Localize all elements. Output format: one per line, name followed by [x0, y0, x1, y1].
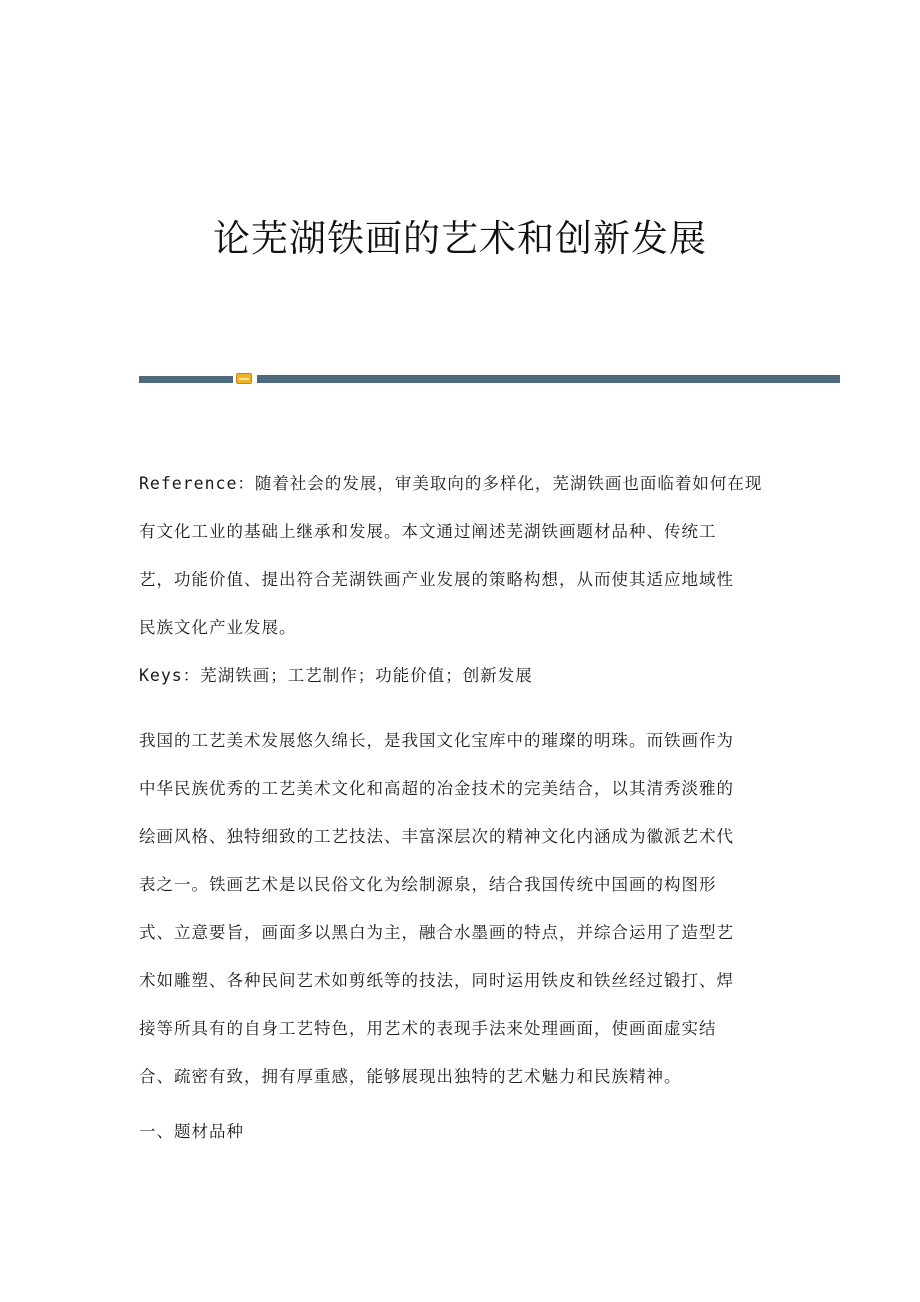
divider-emblem-icon: [236, 373, 252, 384]
divider-bar-left: [139, 376, 233, 383]
divider-bar-right: [257, 375, 840, 383]
abstract-line: Reference：随着社会的发展，审美取向的多样化，芜湖铁画也面临着如何在现: [139, 474, 763, 493]
intro-line: 合、疏密有致，拥有厚重感，能够展现出独特的艺术魅力和民族精神。: [139, 1067, 682, 1086]
abstract-line: 艺，功能价值、提出符合芜湖铁画产业发展的策略构想，从而使其适应地域性: [139, 570, 734, 589]
intro-line: 绘画风格、独特细致的工艺技法、丰富深层次的精神文化内涵成为徽派艺术代: [139, 827, 734, 846]
title-divider: [139, 372, 840, 386]
section-heading-text: 一、题材品种: [139, 1122, 244, 1141]
section-heading: [139, 1120, 789, 1168]
keywords-paragraph: [139, 664, 789, 712]
intro-line: 中华民族优秀的工艺美术文化和高超的冶金技术的完美结合，以其清秀淡雅的: [139, 779, 734, 798]
intro-line: 表之一。铁画艺术是以民俗文化为绘制源泉，结合我国传统中国画的构图形: [139, 875, 717, 894]
intro-paragraph: [139, 729, 789, 1113]
document-title: 论芜湖铁画的艺术和创新发展: [213, 217, 707, 260]
intro-line: 我国的工艺美术发展悠久绵长，是我国文化宝库中的璀璨的明珠。而铁画作为: [139, 731, 734, 750]
abstract-line: 民族文化产业发展。: [139, 618, 297, 637]
intro-line: 式、立意要旨，画面多以黑白为主，融合水墨画的特点，并综合运用了造型艺: [139, 923, 734, 942]
abstract-paragraph: [139, 472, 789, 664]
intro-line: 术如雕塑、各种民间艺术如剪纸等的技法，同时运用铁皮和铁丝经过锻打、焊: [139, 971, 734, 990]
keywords-line: Keys：芜湖铁画；工艺制作；功能价值；创新发展: [139, 666, 533, 685]
abstract-line: 有文化工业的基础上继承和发展。本文通过阐述芜湖铁画题材品种、传统工: [139, 522, 717, 541]
intro-line: 接等所具有的自身工艺特色，用艺术的表现手法来处理画面，使画面虚实结: [139, 1019, 717, 1038]
